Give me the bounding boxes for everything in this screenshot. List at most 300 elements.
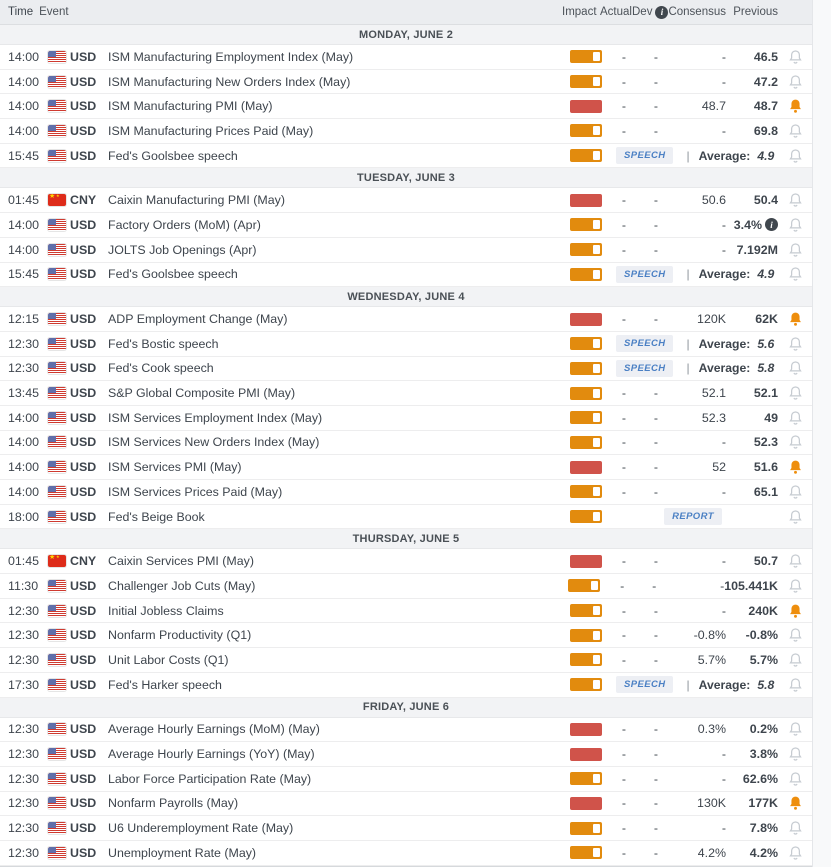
deviation-value: - <box>653 796 659 811</box>
column-header-time: Time <box>8 6 34 18</box>
event-row[interactable] <box>0 144 812 169</box>
bell-icon[interactable] <box>788 410 803 426</box>
event-row[interactable] <box>0 792 812 817</box>
event-row[interactable] <box>0 263 812 288</box>
average-separator: | <box>686 361 690 376</box>
actual-value: - <box>621 722 627 737</box>
previous-cell <box>726 628 778 642</box>
event-row[interactable] <box>0 119 812 144</box>
info-icon[interactable]: i <box>765 218 778 231</box>
previous-cell <box>726 50 778 64</box>
event-currency: USD <box>70 677 97 692</box>
impact-medium-indicator <box>570 436 602 449</box>
day-header-label: FRIDAY, JUNE 6 <box>362 701 450 713</box>
impact-medium-indicator <box>570 362 602 375</box>
bell-icon[interactable] <box>788 217 803 233</box>
actual-value: - <box>621 603 627 618</box>
event-currency: USD <box>70 845 97 860</box>
previous-value: 50.7 <box>753 554 778 569</box>
bell-icon[interactable] <box>788 553 803 569</box>
us-flag-icon <box>48 125 66 137</box>
event-time: 14:00 <box>8 123 40 138</box>
previous-value: 51.6 <box>753 460 778 475</box>
event-currency: USD <box>70 603 97 618</box>
event-time: 14:00 <box>8 49 40 64</box>
event-row[interactable] <box>0 574 812 599</box>
impact-high-indicator <box>570 194 602 207</box>
impact-high-indicator <box>570 797 602 810</box>
previous-cell <box>726 193 778 207</box>
consensus-value: - <box>721 435 726 450</box>
event-name[interactable]: Factory Orders (MoM) (Apr) <box>108 217 261 232</box>
event-name[interactable]: Average Hourly Earnings (MoM) (May) <box>108 722 320 737</box>
us-flag-icon <box>48 847 66 859</box>
previous-value: 52.1 <box>753 386 778 401</box>
previous-cell <box>726 485 778 499</box>
bell-icon[interactable] <box>788 192 803 208</box>
consensus-value: 52 <box>712 460 726 475</box>
event-time: 14:00 <box>8 435 40 450</box>
day-header-label: THURSDAY, JUNE 5 <box>352 532 460 545</box>
impact-high-indicator <box>570 748 602 761</box>
event-currency: USD <box>70 336 97 351</box>
impact-medium-indicator <box>570 387 602 400</box>
bell-icon[interactable] <box>788 360 803 376</box>
impact-medium-indicator <box>570 337 602 350</box>
previous-cell <box>726 386 778 400</box>
deviation-value: - <box>653 821 659 836</box>
us-flag-icon <box>48 580 66 592</box>
bell-icon[interactable] <box>788 148 803 164</box>
bell-icon[interactable] <box>788 652 803 668</box>
event-currency: USD <box>70 747 97 762</box>
event-time: 14:00 <box>8 410 40 425</box>
speech-badge: SPEECH <box>616 266 673 283</box>
actual-value: - <box>621 554 627 569</box>
previous-cell <box>726 218 778 232</box>
deviation-value: - <box>653 49 659 64</box>
event-name[interactable]: Labor Force Participation Rate (May) <box>108 771 312 786</box>
event-name[interactable]: Fed's Cook speech <box>108 361 214 376</box>
event-currency: USD <box>70 578 97 593</box>
event-time: 13:45 <box>8 386 40 401</box>
event-name[interactable]: Nonfarm Payrolls (May) <box>108 796 239 811</box>
bell-icon[interactable] <box>788 49 803 65</box>
bell-icon[interactable] <box>788 771 803 787</box>
bell-active-icon[interactable] <box>788 98 803 114</box>
actual-value: - <box>621 193 627 208</box>
consensus-value: - <box>721 747 726 762</box>
event-currency: USD <box>70 99 97 114</box>
event-name[interactable]: Fed's Goolsbee speech <box>108 267 238 282</box>
previous-value: 3.4% <box>733 217 762 232</box>
actual-value: - <box>621 217 627 232</box>
bell-icon[interactable] <box>788 123 803 139</box>
previous-value: 4.2% <box>749 845 778 860</box>
previous-value: -0.8% <box>745 628 778 643</box>
speech-badge: SPEECH <box>616 676 673 693</box>
event-currency: USD <box>70 484 97 499</box>
deviation-value: - <box>653 123 659 138</box>
us-flag-icon <box>48 654 66 666</box>
event-time: 11:30 <box>8 578 39 593</box>
impact-medium-indicator <box>570 653 602 666</box>
previous-value: 62.6% <box>742 771 778 786</box>
day-header <box>0 25 812 45</box>
deviation-value: - <box>653 410 659 425</box>
impact-high-indicator <box>570 313 602 326</box>
event-time: 12:30 <box>8 747 40 762</box>
event-currency: USD <box>70 652 97 667</box>
actual-value: - <box>621 796 627 811</box>
impact-high-indicator <box>570 461 602 474</box>
consensus-value: - <box>721 554 726 569</box>
bell-icon[interactable] <box>788 677 803 693</box>
event-row[interactable] <box>0 648 812 673</box>
bell-icon[interactable] <box>788 721 803 737</box>
event-row[interactable] <box>0 455 812 480</box>
deviation-value: - <box>653 771 659 786</box>
event-currency: USD <box>70 123 97 138</box>
consensus-value: 4.2% <box>697 845 726 860</box>
event-row[interactable] <box>0 505 812 530</box>
impact-medium-indicator <box>570 604 602 617</box>
event-name[interactable]: Average Hourly Earnings (YoY) (May) <box>108 747 315 762</box>
bell-icon[interactable] <box>788 385 803 401</box>
event-row[interactable] <box>0 307 812 332</box>
bell-icon[interactable] <box>788 336 803 352</box>
consensus-value: - <box>721 74 726 89</box>
event-row[interactable] <box>0 742 812 767</box>
event-row[interactable] <box>0 480 812 505</box>
us-flag-icon <box>48 773 66 785</box>
average-label: Average: <box>698 336 751 351</box>
dev-info-icon[interactable]: i <box>655 6 668 19</box>
event-name[interactable]: ISM Services Prices Paid (May) <box>108 484 283 499</box>
event-row[interactable] <box>0 549 812 574</box>
event-time: 14:00 <box>8 217 40 232</box>
previous-cell <box>726 554 778 568</box>
event-name[interactable]: ISM Manufacturing New Orders Index (May) <box>108 74 351 89</box>
event-name[interactable]: Fed's Beige Book <box>108 509 205 524</box>
event-time: 12:30 <box>8 796 40 811</box>
event-name[interactable]: Fed's Bostic speech <box>108 336 219 351</box>
consensus-value: - <box>721 603 726 618</box>
event-time: 12:30 <box>8 722 40 737</box>
event-row[interactable] <box>0 94 812 119</box>
bell-icon[interactable] <box>788 434 803 450</box>
event-currency: USD <box>70 148 97 163</box>
day-header-label: TUESDAY, JUNE 3 <box>357 171 455 184</box>
previous-cell <box>726 243 778 257</box>
deviation-value: - <box>653 193 659 208</box>
previous-value: 0.2% <box>749 722 778 737</box>
consensus-value: - <box>720 578 725 593</box>
event-currency: USD <box>70 821 97 836</box>
impact-medium-indicator <box>568 579 600 592</box>
actual-value: - <box>621 460 627 475</box>
previous-cell <box>726 124 778 138</box>
event-row[interactable] <box>0 238 812 263</box>
consensus-value: - <box>721 123 726 138</box>
scrollbar-gutter[interactable] <box>812 0 831 867</box>
event-name[interactable]: Unemployment Rate (May) <box>108 845 257 860</box>
deviation-value: - <box>653 484 659 499</box>
calendar-body <box>0 25 812 866</box>
event-row[interactable] <box>0 718 812 743</box>
actual-value: - <box>621 312 627 327</box>
column-header-row <box>0 0 812 25</box>
event-name[interactable]: Initial Jobless Claims <box>108 603 224 618</box>
bell-icon[interactable] <box>788 627 803 643</box>
event-time: 12:30 <box>8 628 40 643</box>
event-currency: USD <box>70 722 97 737</box>
event-row[interactable] <box>0 841 812 866</box>
bell-icon[interactable] <box>788 74 803 90</box>
previous-cell <box>726 75 778 89</box>
us-flag-icon <box>48 511 66 523</box>
previous-value: 48.7 <box>753 99 778 114</box>
us-flag-icon <box>48 748 66 760</box>
average-value: 5.8 <box>757 361 775 376</box>
consensus-value: - <box>721 484 726 499</box>
event-currency: CNY <box>70 193 97 208</box>
event-time: 01:45 <box>8 193 40 208</box>
deviation-value: - <box>653 554 659 569</box>
bell-active-icon[interactable] <box>788 459 803 475</box>
us-flag-icon <box>48 313 66 325</box>
event-currency: USD <box>70 74 97 89</box>
special-cell <box>608 676 778 693</box>
day-header <box>0 529 812 549</box>
us-flag-icon <box>48 436 66 448</box>
previous-value: 240K <box>748 603 778 618</box>
us-flag-icon <box>48 150 66 162</box>
event-name[interactable]: ISM Manufacturing Employment Index (May) <box>108 49 354 64</box>
cn-flag-icon <box>48 194 66 206</box>
previous-cell <box>726 99 778 113</box>
previous-value: 62K <box>755 312 778 327</box>
event-name[interactable]: Nonfarm Productivity (Q1) <box>108 628 252 643</box>
event-time: 12:30 <box>8 336 40 351</box>
event-name[interactable]: Challenger Job Cuts (May) <box>108 578 256 593</box>
average-separator: | <box>686 677 690 692</box>
previous-cell <box>726 821 778 835</box>
event-time: 15:45 <box>8 267 40 282</box>
event-row[interactable] <box>0 188 812 213</box>
event-row[interactable] <box>0 381 812 406</box>
day-header <box>0 287 812 307</box>
deviation-value: - <box>653 74 659 89</box>
impact-medium-indicator <box>570 629 602 642</box>
event-name[interactable]: Fed's Harker speech <box>108 677 222 692</box>
actual-value: - <box>621 845 627 860</box>
us-flag-icon <box>48 822 66 834</box>
us-flag-icon <box>48 605 66 617</box>
us-flag-icon <box>48 797 66 809</box>
consensus-value: - <box>721 821 726 836</box>
event-time: 12:30 <box>8 603 40 618</box>
deviation-value: - <box>653 845 659 860</box>
previous-value: 177K <box>748 796 778 811</box>
event-name[interactable]: ISM Manufacturing PMI (May) <box>108 99 273 114</box>
previous-value: 52.3 <box>753 435 778 450</box>
event-name[interactable]: Caixin Services PMI (May) <box>108 554 254 569</box>
event-name[interactable]: ADP Employment Change (May) <box>108 312 288 327</box>
previous-value: 49 <box>764 410 778 425</box>
event-row[interactable] <box>0 45 812 70</box>
average-label: Average: <box>698 677 751 692</box>
previous-value: 47.2 <box>753 74 778 89</box>
special-cell <box>608 147 778 164</box>
impact-medium-indicator <box>570 124 602 137</box>
event-row[interactable] <box>0 816 812 841</box>
consensus-value: - <box>721 771 726 786</box>
bell-icon[interactable] <box>788 242 803 258</box>
consensus-value: - <box>721 49 726 64</box>
bell-icon[interactable] <box>788 578 803 594</box>
event-time: 01:45 <box>8 554 40 569</box>
event-row[interactable] <box>0 357 812 382</box>
event-time: 18:00 <box>8 509 40 524</box>
bell-icon[interactable] <box>788 820 803 836</box>
us-flag-icon <box>48 219 66 231</box>
special-cell <box>608 266 778 283</box>
event-row[interactable] <box>0 332 812 357</box>
event-row[interactable] <box>0 70 812 95</box>
event-row[interactable] <box>0 623 812 648</box>
impact-medium-indicator <box>570 846 602 859</box>
consensus-value: 52.3 <box>701 410 726 425</box>
previous-cell <box>726 312 778 326</box>
event-currency: USD <box>70 242 97 257</box>
actual-value: - <box>621 410 627 425</box>
actual-value: - <box>621 652 627 667</box>
previous-cell <box>726 653 778 667</box>
previous-value: 46.5 <box>753 49 778 64</box>
event-name[interactable]: ISM Services New Orders Index (May) <box>108 435 320 450</box>
event-name[interactable]: ISM Services Employment Index (May) <box>108 410 323 425</box>
event-currency: USD <box>70 628 97 643</box>
consensus-value: 130K <box>697 796 726 811</box>
previous-cell <box>726 411 778 425</box>
deviation-value: - <box>652 578 657 593</box>
day-header-label: WEDNESDAY, JUNE 4 <box>347 290 465 303</box>
bell-icon[interactable] <box>788 845 803 861</box>
impact-high-indicator <box>570 100 602 113</box>
actual-value: - <box>621 771 627 786</box>
impact-medium-indicator <box>570 75 602 88</box>
event-name[interactable]: ISM Services PMI (May) <box>108 460 242 475</box>
event-name[interactable]: ISM Manufacturing Prices Paid (May) <box>108 123 314 138</box>
event-currency: USD <box>70 509 97 524</box>
event-currency: USD <box>70 217 97 232</box>
event-currency: USD <box>70 435 97 450</box>
event-time: 14:00 <box>8 484 40 499</box>
event-row[interactable] <box>0 767 812 792</box>
deviation-value: - <box>653 603 659 618</box>
average-label: Average: <box>698 267 751 282</box>
column-header-actual: Actual <box>600 6 632 18</box>
event-time: 14:00 <box>8 242 40 257</box>
impact-medium-indicator <box>570 822 602 835</box>
event-name[interactable]: U6 Underemployment Rate (May) <box>108 821 294 836</box>
event-currency: USD <box>70 771 97 786</box>
event-row[interactable] <box>0 406 812 431</box>
event-currency: USD <box>70 796 97 811</box>
event-currency: USD <box>70 49 97 64</box>
previous-cell <box>724 579 778 593</box>
event-name[interactable]: JOLTS Job Openings (Apr) <box>108 242 257 257</box>
average-separator: | <box>686 148 690 163</box>
event-name[interactable]: Caixin Manufacturing PMI (May) <box>108 193 285 208</box>
deviation-value: - <box>653 460 659 475</box>
column-header-previous: Previous <box>733 6 778 18</box>
event-time: 17:30 <box>8 677 40 692</box>
column-header-impact: Impact <box>562 6 597 18</box>
event-row[interactable] <box>0 599 812 624</box>
event-row[interactable] <box>0 431 812 456</box>
actual-value: - <box>621 99 627 114</box>
event-row[interactable] <box>0 673 812 698</box>
event-name[interactable]: Fed's Goolsbee speech <box>108 148 238 163</box>
event-row[interactable] <box>0 213 812 238</box>
us-flag-icon <box>48 338 66 350</box>
column-header-consensus: Consensus <box>668 6 726 18</box>
event-name[interactable]: Unit Labor Costs (Q1) <box>108 652 229 667</box>
previous-cell <box>726 747 778 761</box>
event-name[interactable]: S&P Global Composite PMI (May) <box>108 386 296 401</box>
column-header-event: Event <box>39 6 69 18</box>
impact-medium-indicator <box>570 149 602 162</box>
event-time: 14:00 <box>8 460 40 475</box>
speech-badge: SPEECH <box>616 147 673 164</box>
previous-cell <box>726 435 778 449</box>
bell-active-icon[interactable] <box>788 795 803 811</box>
consensus-value: 50.6 <box>701 193 726 208</box>
event-time: 12:30 <box>8 821 40 836</box>
report-badge: REPORT <box>664 508 722 525</box>
deviation-value: - <box>653 722 659 737</box>
special-cell <box>608 360 778 377</box>
bell-icon[interactable] <box>788 266 803 282</box>
day-header <box>0 168 812 188</box>
bell-active-icon[interactable] <box>788 311 803 327</box>
bell-icon[interactable] <box>788 746 803 762</box>
event-currency: USD <box>70 361 97 376</box>
impact-medium-indicator <box>570 411 602 424</box>
deviation-value: - <box>653 747 659 762</box>
previous-value: 69.8 <box>753 123 778 138</box>
bell-icon[interactable] <box>788 509 803 525</box>
bell-icon[interactable] <box>788 484 803 500</box>
event-currency: USD <box>70 267 97 282</box>
previous-cell <box>726 772 778 786</box>
previous-cell <box>726 846 778 860</box>
impact-medium-indicator <box>570 243 602 256</box>
day-header <box>0 698 812 718</box>
previous-value: 5.7% <box>749 652 778 667</box>
speech-badge: SPEECH <box>616 360 673 377</box>
impact-medium-indicator <box>570 50 602 63</box>
bell-active-icon[interactable] <box>788 603 803 619</box>
impact-medium-indicator <box>570 268 602 281</box>
previous-cell <box>726 722 778 736</box>
previous-cell <box>726 460 778 474</box>
previous-value: 105.441K <box>724 578 778 593</box>
us-flag-icon <box>48 268 66 280</box>
event-time: 12:15 <box>8 312 40 327</box>
